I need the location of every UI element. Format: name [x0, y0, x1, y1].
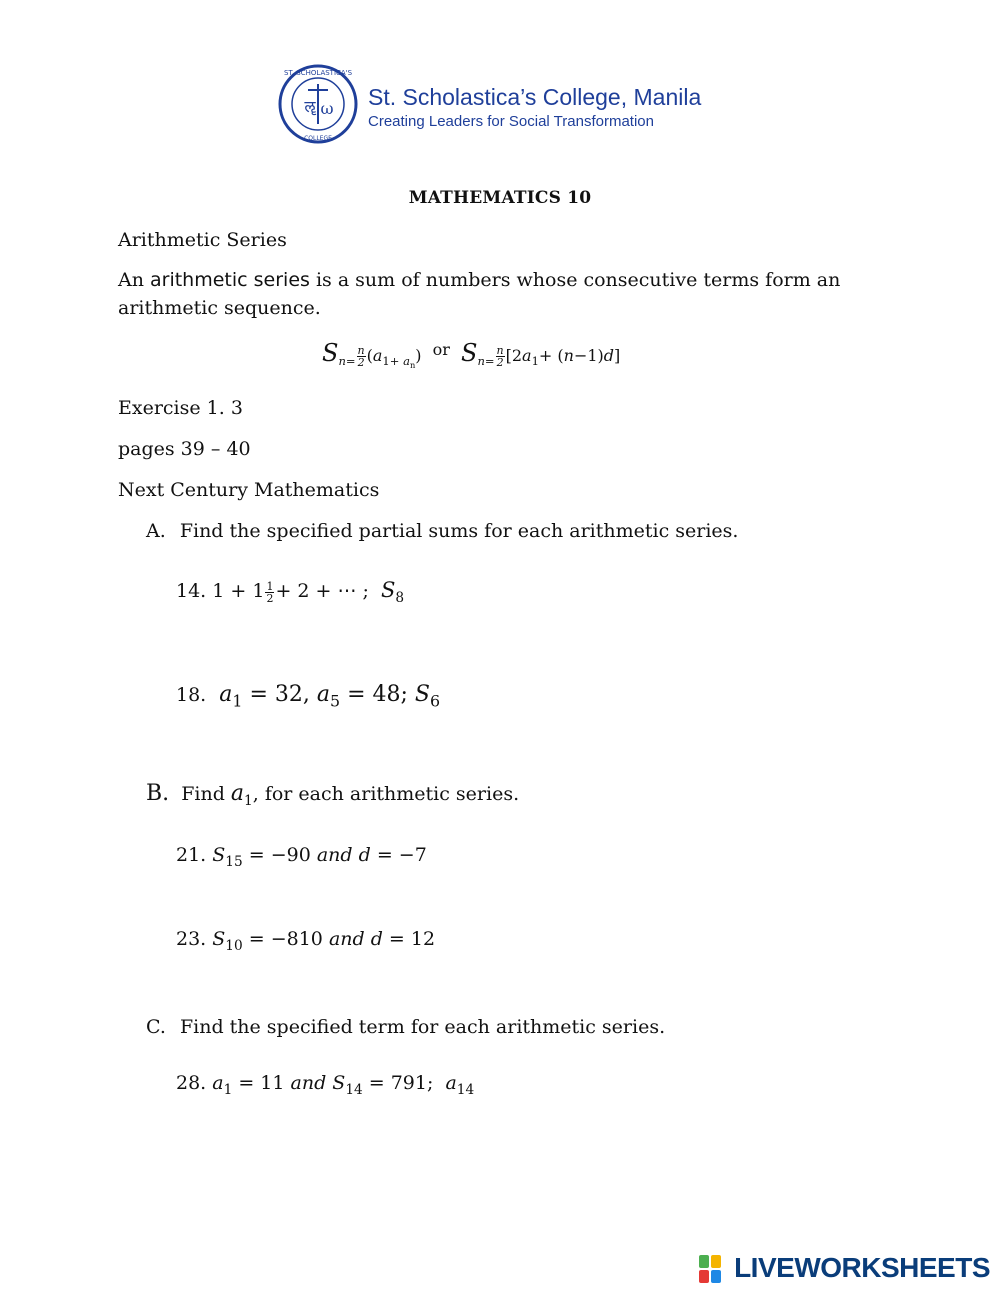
subject-title: MATHEMATICS 10	[408, 188, 592, 208]
sum-formula: $S_{n=}$ $\frac{n}{2}$ $(a_{1+ a_n})$ or $S_{n=}$ $\frac{n}{2}$ $[2a_1+ (n-1)d]$	[322, 339, 621, 370]
section-a-text: Find the specified partial sums for each arithmetic series.	[179, 520, 739, 542]
svg-text:ω: ω	[320, 99, 334, 118]
section-c-text: Find the specified term for each arithmetic series.	[179, 1016, 666, 1038]
definition-term: arithmetic series	[150, 269, 310, 291]
school-motto: Creating Leaders for Social Transformation	[368, 113, 654, 130]
problem-23: 23. $S_{10} = -810$ and d = 12	[176, 928, 436, 954]
section-c	[146, 1015, 665, 1039]
formula-connector: or	[432, 340, 450, 359]
liveworksheets-icon	[699, 1255, 721, 1283]
svg-text:ॡ: ॡ	[304, 97, 316, 116]
svg-text:COLLEGE: COLLEGE	[304, 135, 332, 142]
section-a	[146, 519, 738, 543]
section-c-label: C.	[146, 1016, 166, 1038]
problem-14-number: 14.	[176, 580, 207, 602]
problem-18-number: 18.	[176, 684, 207, 706]
svg-text:ST. SCHOLASTICA'S: ST. SCHOLASTICA'S	[283, 69, 353, 77]
definition-line-1	[118, 268, 840, 292]
topic-heading: Arithmetic Series	[118, 229, 287, 251]
problem-14: 14. 1 + 1 $\frac{1}{2}$ + 2 + ⋯ ; $S_8$	[176, 578, 405, 606]
book-title: Next Century Mathematics	[118, 479, 380, 501]
problem-23-number: 23.	[176, 928, 207, 950]
definition-line-2: arithmetic sequence.	[118, 297, 321, 319]
section-a-label: A.	[146, 520, 166, 542]
definition-prefix: An	[118, 269, 150, 291]
section-b-text-before: Find	[181, 783, 231, 805]
problem-18: 18. $a_1 = 32$, $a_5 = 48$; $S_6$	[176, 682, 441, 711]
problem-21: 21. $S_{15} = -90$ and d = −7	[176, 844, 427, 870]
section-b: B. Find $a_1$, for each arithmetic series.	[146, 781, 520, 809]
section-b-text-after: , for each arithmetic series.	[252, 783, 520, 805]
school-name: St. Scholastica’s College, Manila	[368, 84, 702, 110]
pages-label: pages 39 – 40	[118, 438, 251, 460]
problem-28: 28. $a_1 = 11$ and $S_{14} = 791$; $a_{14}$	[176, 1072, 475, 1098]
definition-rest: is a sum of numbers whose consecutive terms form an	[309, 269, 841, 291]
college-seal-logo	[278, 64, 358, 144]
exercise-label: Exercise 1. 3	[118, 397, 243, 419]
liveworksheets-brand[interactable]: LIVEWORKSHEETS	[734, 1252, 990, 1283]
problem-28-number: 28.	[176, 1072, 207, 1094]
section-b-label: B.	[146, 781, 170, 806]
problem-21-number: 21.	[176, 844, 207, 866]
